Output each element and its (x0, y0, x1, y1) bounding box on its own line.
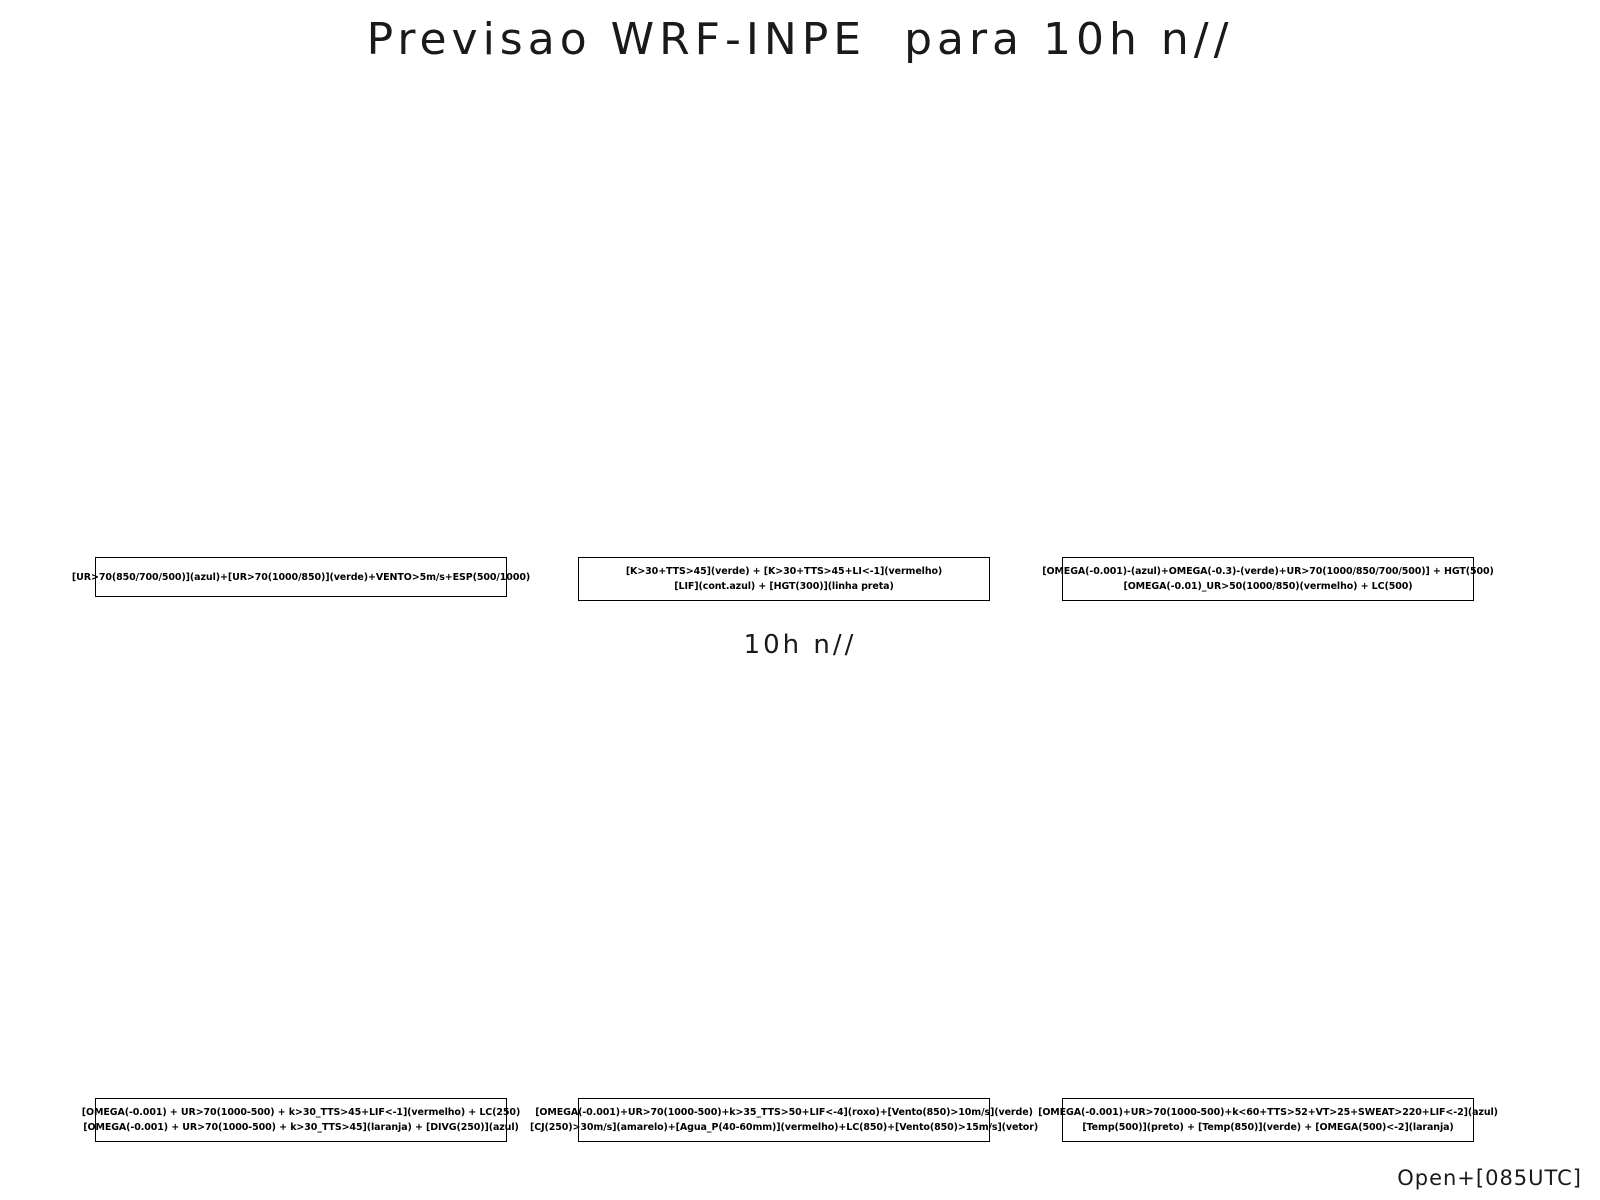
middle-caption: 10h n// (743, 630, 857, 660)
legend-line: [OMEGA(-0.001) + UR>70(1000-500) + k>30_TTS>45+LIF<-1](vermelho) + LC(250) (81, 1107, 521, 1118)
legend-line: [OMEGA(-0.001)+UR>70(1000-500)+k>35_TTS>50+LIF<-4](roxo)+[Vento(850)>10m/s](verde) (535, 1107, 1033, 1118)
legend-box-bottom-right (1038, 1098, 1498, 1142)
legend-line: [OMEGA(-0.001)-(azul)+OMEGA(-0.3)-(verde)+UR>70(1000/850/700/500)] + HGT(500) (1042, 566, 1494, 577)
map-panel-top-center (578, 95, 990, 550)
corner-stamp: Open+[085UTC] (1397, 1166, 1582, 1190)
legend-line: [UR>70(850/700/500)](azul)+[UR>70(1000/850)](verde)+VENTO>5m/s+ESP(500/1000) (71, 571, 531, 583)
page-title: Previsao WRF-INPE para 10h n// (366, 14, 1234, 65)
map-panel-top-left (95, 95, 507, 550)
legend-line: [K>30+TTS>45](verde) + [K>30+TTS>45+LI<-1](vermelho) (625, 566, 943, 577)
legend-box-bottom-center (529, 1098, 1039, 1142)
legend-line: [OMEGA(-0.001)+UR>70(1000-500)+k<60+TTS>52+VT>25+SWEAT>220+LIF<-2](azul) (1038, 1107, 1498, 1118)
legend-line: [OMEGA(-0.01)_UR>50(1000/850)(vermelho) + LC(500) (1123, 581, 1413, 592)
map-panel-bottom-left (95, 680, 507, 1090)
legend-line: [Temp(500)](preto) + [Temp(850)](verde) + [OMEGA(500)<-2](laranja) (1082, 1122, 1454, 1133)
legend-box-top-left (71, 557, 531, 597)
map-panel-bottom-center (578, 680, 990, 1090)
map-panel-bottom-right (1062, 680, 1474, 1090)
map-panel-top-right (1062, 95, 1474, 550)
legend-line: [OMEGA(-0.001) + UR>70(1000-500) + k>30_TTS>45](laranja) + [DIVG(250)](azul) (83, 1122, 519, 1133)
legend-box-bottom-left (81, 1098, 521, 1142)
legend-box-top-center (578, 557, 990, 601)
legend-box-top-right (1042, 557, 1494, 601)
legend-line: [CJ(250)>30m/s](amarelo)+[Agua_P(40-60mm)](vermelho)+LC(850)+[Vento(850)>15m/s](vetor) (529, 1122, 1039, 1133)
legend-line: [LIF](cont.azul) + [HGT(300)](linha preta) (674, 581, 894, 592)
